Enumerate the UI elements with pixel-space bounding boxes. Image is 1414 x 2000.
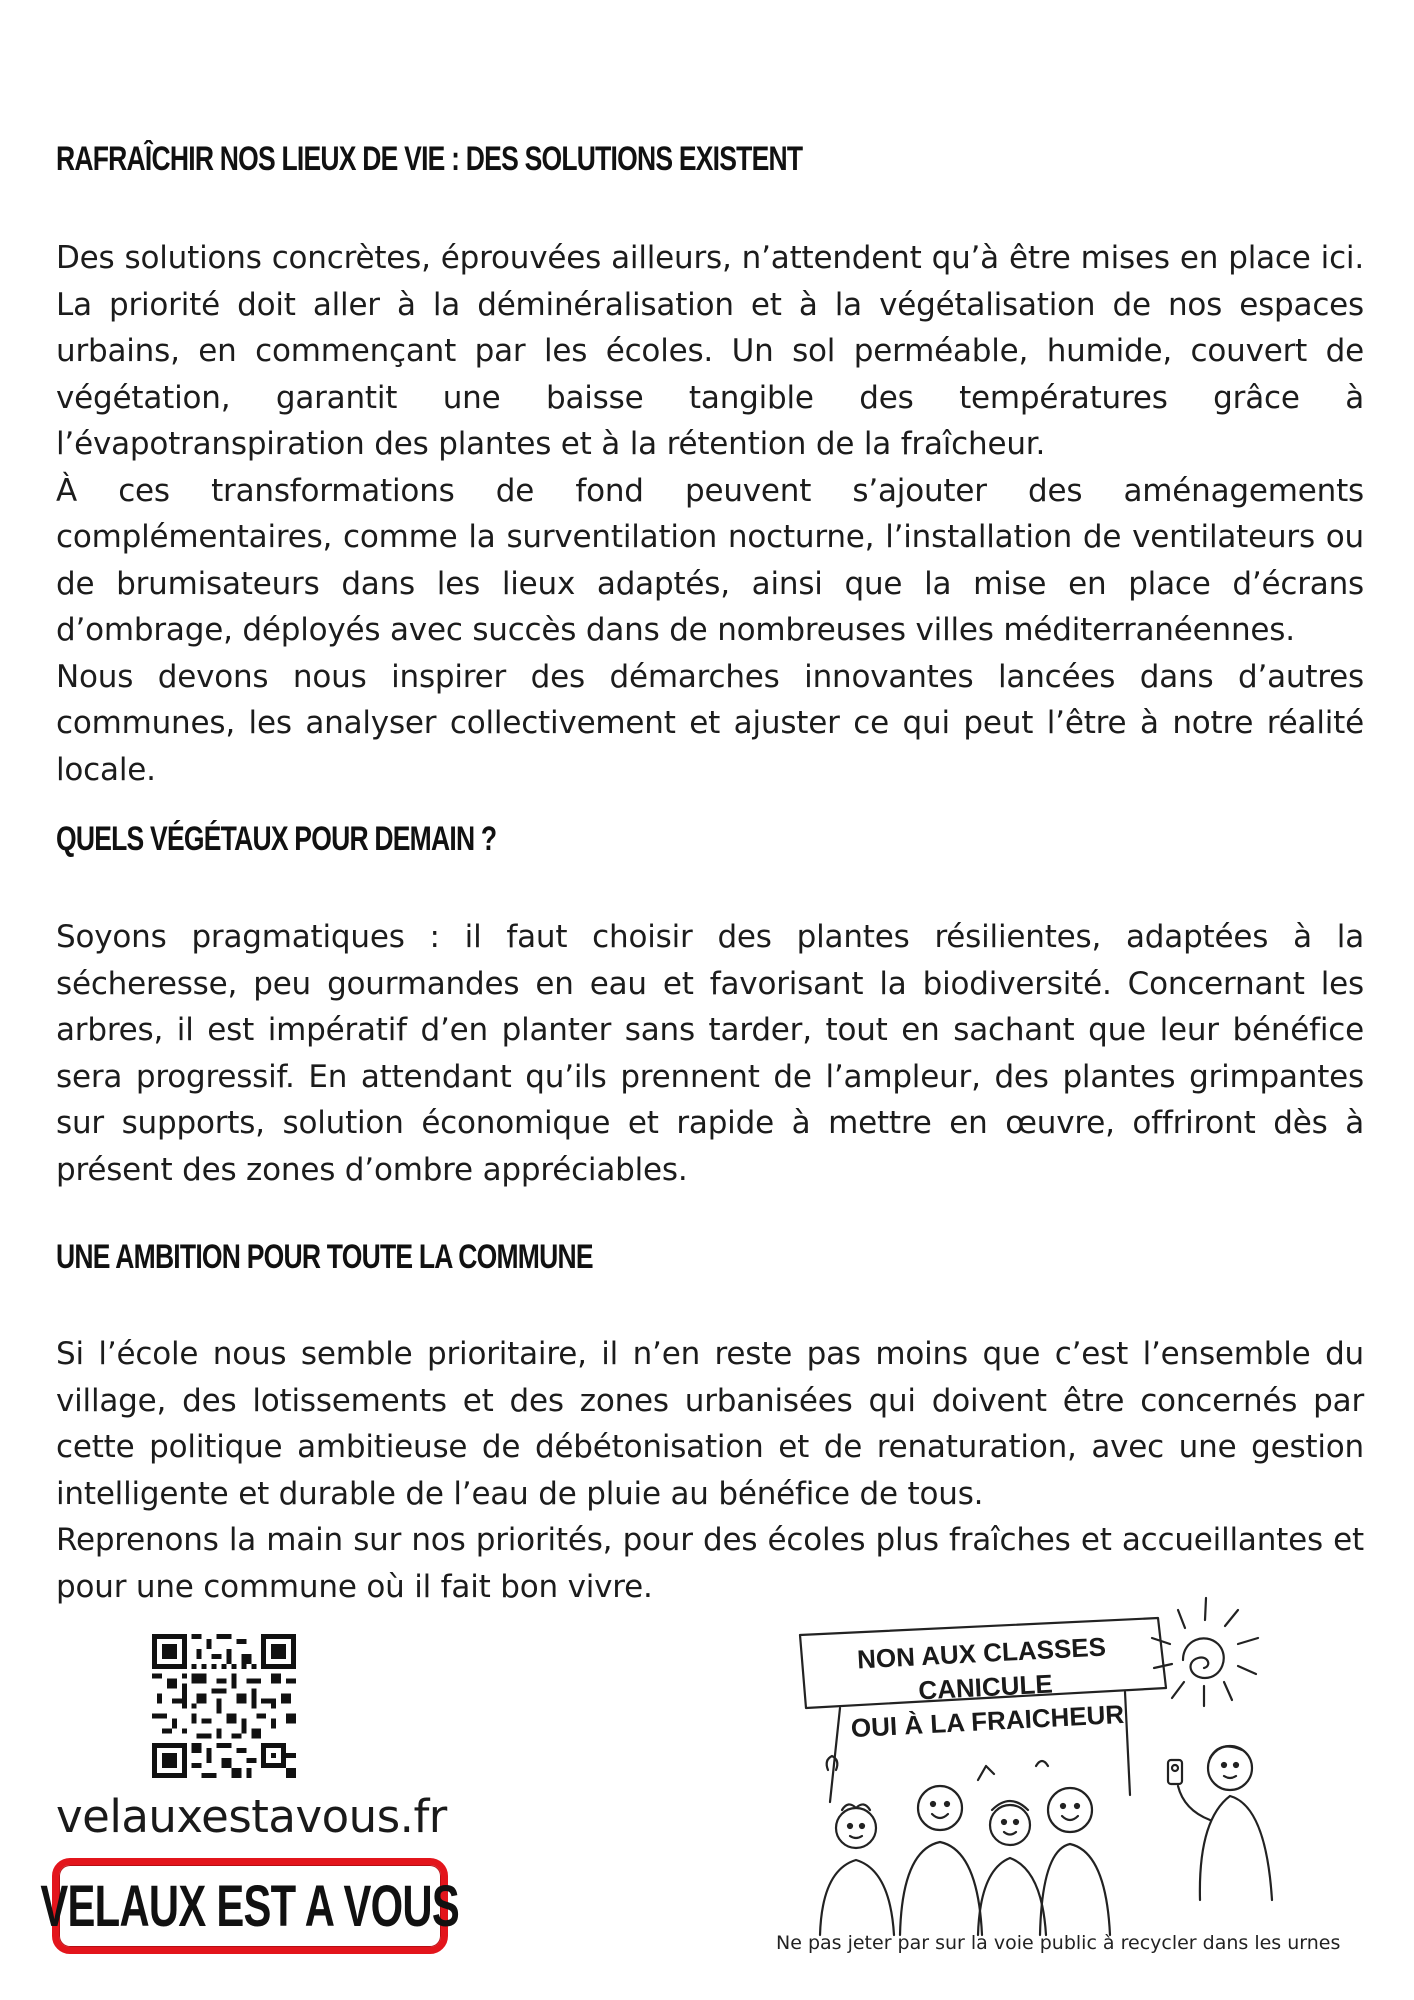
section-body-ambition: Si l’école nous semble prioritaire, il n’en reste pas moins que c’est l’ensemble du village, des lotissements et des zones urbanisées qui doivent être concernés par cette politique ambitieuse de débétonisation et de renaturation, avec une gestion intelligente et durable de l’eau de pluie au bénéfice de tous. Reprenons la main sur nos priorités, pour des écoles plus fraîches et accueillantes et pour une commune où il fait bon vivre.: [56, 1336, 1364, 1605]
sign-line-1: NON AUX CLASSES: [856, 1631, 1107, 1675]
section-heading-ambition: UNE AMBITION POUR TOUTE LA COMMUNE: [56, 1238, 593, 1276]
protest-illustration: [780, 1570, 1340, 1950]
brand-logo: [40, 1858, 460, 1954]
recycling-note: Ne pas jeter par sur la voie public à recycler dans les urnes: [776, 1932, 1341, 1954]
sign-line-3: OUI À LA FRAICHEUR: [850, 1698, 1125, 1744]
brand-logo-text: VELAUX EST A VOUS: [40, 1873, 460, 1939]
website-link[interactable]: velauxestavous.fr: [56, 1790, 447, 1843]
sign-line-2: CANICULE: [917, 1668, 1054, 1706]
qr-code[interactable]: [152, 1634, 296, 1778]
section-heading-vegetaux: QUELS VÉGÉTAUX POUR DEMAIN ?: [56, 820, 497, 858]
section-heading-rafraichir: RAFRAÎCHIR NOS LIEUX DE VIE : DES SOLUTIONS EXISTENT: [56, 140, 803, 178]
sun-icon: [1152, 1598, 1258, 1706]
section-body-vegetaux: Soyons pragmatiques : il faut choisir des plantes résilientes, adaptées à la sécheresse, peu gourmandes en eau et favorisant la biodiversité. Concernant les arbres, il est impératif d’en planter sans tarder, tout en sachant que leur bénéfice sera progressif. En attendant qu’ils prennent de l’ampleur, des plantes grimpantes sur supports, solution économique et rapide à mettre en œuvre, offriront dès à présent des zones d’ombre appréciables.: [56, 919, 1364, 1188]
section-body-rafraichir: Des solutions concrètes, éprouvées ailleurs, n’attendent qu’à être mises en place ici. La priorité doit aller à la déminéralisation et à la végétalisation de nos espaces urbains, en commençant par les écoles. Un sol perméable, humide, couvert de végétation, garantit une baisse tangible des températures grâce à l’évapotranspiration des plantes et à la rétention de la fraîcheur. À ces transformations de fond peuvent s’ajouter des aménagements complémentaires, comme la surventilation nocturne, l’installation de ventilateurs ou de brumisateurs dans les lieux adaptés, ainsi que la mise en place d’écrans d’ombrage, déployés avec succès dans de nombreuses villes méditerranéennes. Nous devons nous inspirer des démarches innovantes lancées dans d’autres communes, les analyser collectivement et ajuster ce qui peut l’être à notre réalité locale.: [56, 240, 1364, 788]
